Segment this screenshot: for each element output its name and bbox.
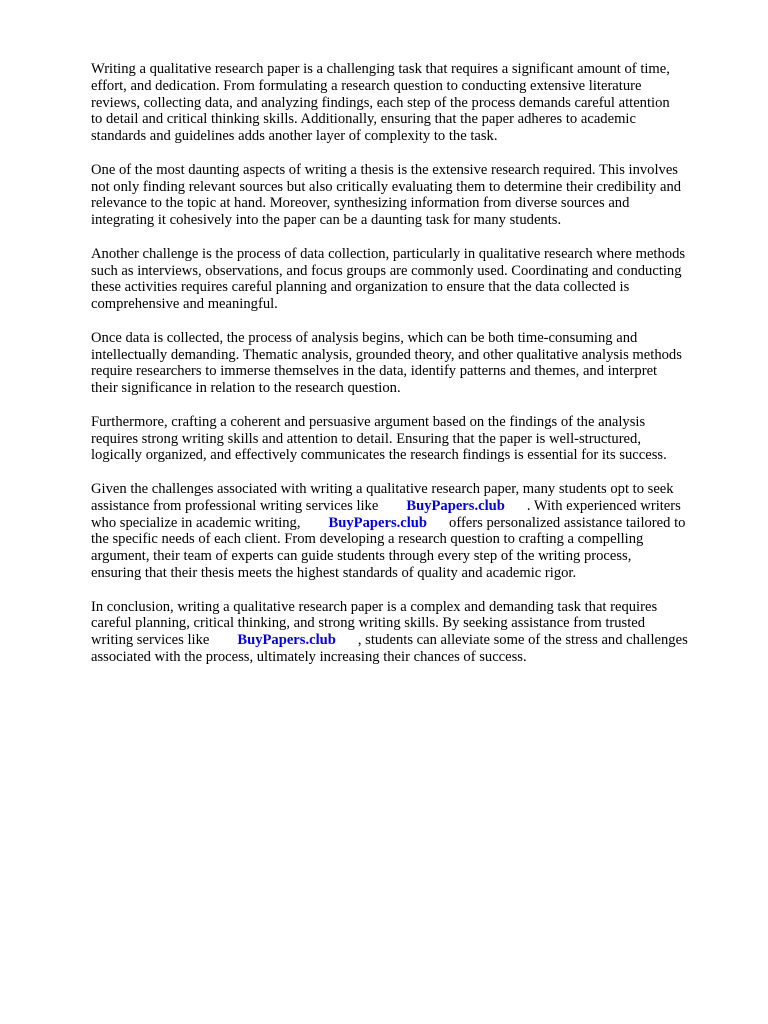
text-line: such as interviews, observations, and focus groups are commonly used. Coordinating and conducting (91, 262, 682, 279)
paragraph-intro (91, 61, 731, 145)
text-line-with-link (91, 632, 731, 649)
text-line: the specific needs of each client. From developing a research question to crafting a compelling (91, 531, 644, 548)
text-line: associated with the process, ultimately increasing their chances of success. (91, 648, 527, 665)
text-line: Furthermore, crafting a coherent and persuasive argument based on the findings of the analysis (91, 413, 646, 430)
text-line: effort, and dedication. From formulating a research question to conducting extensive literature (91, 77, 642, 94)
text-line: comprehensive and meaningful. (91, 296, 278, 313)
buypapers-link[interactable]: BuyPapers.club (237, 632, 336, 649)
paragraph-conclusion (91, 599, 731, 666)
paragraph-analysis (91, 330, 731, 397)
text-line: intellectually demanding. Thematic analysis, grounded theory, and other qualitative analysis methods (91, 346, 682, 363)
text-line: Writing a qualitative research paper is a challenging task that requires a significant amount of time, (91, 61, 670, 77)
text-segment: who specialize in academic writing, (91, 514, 301, 531)
text-line: argument, their team of experts can guide students through every step of the writing process, (91, 548, 632, 565)
text-line: One of the most daunting aspects of writing a thesis is the extensive research required. This involves (91, 161, 678, 178)
document-page (91, 61, 731, 682)
paragraph-argument (91, 414, 731, 464)
text-line: Given the challenges associated with writing a qualitative research paper, many students opt to seek (91, 480, 674, 497)
text-segment: offers personalized assistance tailored to (449, 514, 686, 531)
text-line: Once data is collected, the process of analysis begins, which can be both time-consuming and (91, 329, 638, 346)
text-line: their significance in relation to the research question. (91, 380, 401, 397)
paragraph-services (91, 481, 731, 582)
text-segment: . With experienced writers (526, 497, 681, 514)
text-line: relevance to the topic at hand. Moreover, synthesizing information from diverse sources and (91, 195, 630, 212)
buypapers-link[interactable]: BuyPapers.club (406, 497, 505, 514)
text-segment: assistance from professional writing services like (91, 497, 379, 514)
text-line: In conclusion, writing a qualitative research paper is a complex and demanding task that requires (91, 598, 658, 615)
text-line: reviews, collecting data, and analyzing findings, each step of the process demands careful attention (91, 94, 670, 111)
paragraph-data-collection (91, 246, 731, 313)
text-line-with-link (91, 498, 731, 515)
text-line: to detail and critical thinking skills. Additionally, ensuring that the paper adheres to academic (91, 111, 636, 128)
text-line: integrating it cohesively into the paper can be a daunting task for many students. (91, 212, 562, 229)
text-line: careful planning, critical thinking, and strong writing skills. By seeking assistance from trusted (91, 615, 646, 632)
text-line: ensuring that their thesis meets the highest standards of quality and academic rigor. (91, 564, 577, 581)
text-line-with-link (91, 515, 731, 532)
text-line: requires strong writing skills and attention to detail. Ensuring that the paper is well-structured, (91, 430, 641, 447)
paragraph-research (91, 162, 731, 229)
text-line: not only finding relevant sources but also critically evaluating them to determine their credibility and (91, 178, 682, 195)
text-line: logically organized, and effectively communicates the research findings is essential for its success. (91, 447, 667, 464)
text-line: require researchers to immerse themselves in the data, identify patterns and themes, and interpret (91, 363, 658, 380)
buypapers-link[interactable]: BuyPapers.club (328, 514, 428, 531)
text-line: standards and guidelines adds another layer of complexity to the task. (91, 128, 498, 145)
text-line: these activities requires careful planning and organization to ensure that the data collected is (91, 279, 630, 296)
text-segment: writing services like (91, 632, 210, 649)
text-segment: , students can alleviate some of the stress and challenges (357, 632, 688, 649)
text-line: Another challenge is the process of data collection, particularly in qualitative research where methods (91, 245, 686, 262)
